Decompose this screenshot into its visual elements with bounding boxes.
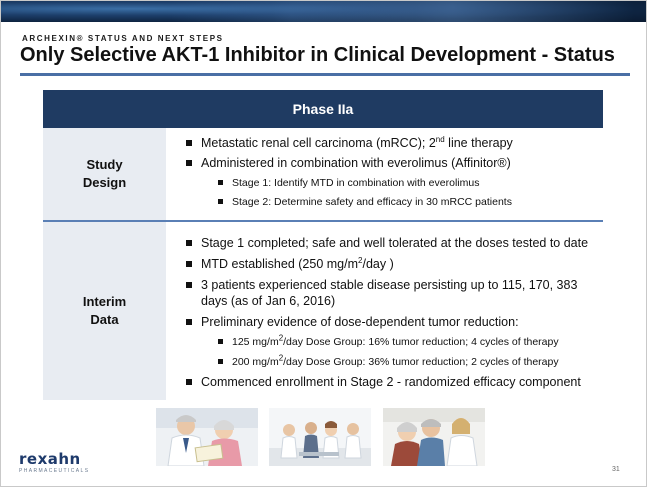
logo-wordmark: rexahn [19,450,81,468]
study-subbullet-stage2: Stage 2: Determine safety and efficacy in 30 mRCC patients [216,195,603,209]
interim-subbullet-125: 125 $mg/m^2$/day Dose Group: 16% tumor reduction; 4 cycles of therapy [216,335,603,349]
study-design-label-line1: Study [86,157,123,172]
study-design-row [43,128,603,220]
interim-bullet-tumor-reduction: Preliminary evidence of dose-dependent tumor reduction: [183,314,603,330]
interim-data-content [183,235,603,390]
interim-data-label-line1: Interim [82,294,127,309]
interim-bullet-stage1: Stage 1 completed; safe and well tolerated at the doses tested to date [183,235,603,251]
logo-tagline: PHARMACEUTICALS [19,468,90,474]
study-subbullet-stage1: Stage 1: Identify MTD in combination with everolimus [216,176,603,190]
doctor-patient-photo [156,408,258,466]
study-design-content [183,135,603,209]
study-design-label [43,128,166,220]
interim-bullet-stage2: Commenced enrollment in Stage 2 - randomized efficacy component [183,374,603,390]
phase-header: Phase IIa [43,90,603,128]
title-underline [20,73,630,76]
study-bullet-combination: Administered in combination with everolimus (Affinitor®) [183,155,603,171]
interim-data-label [43,222,166,400]
slide-title: Only Selective AKT-1 Inhibitor in Clinical Development - Status [20,44,615,66]
caregiver-seniors-photo [383,408,485,466]
header-banner [0,0,647,22]
company-logo [19,452,89,474]
page-number: 31 [612,466,620,473]
interim-data-row [43,222,603,400]
study-bullet-indication: Metastatic renal cell carcinoma (mRCC); 2nd line therapy [183,135,603,151]
interim-data-label-line2: Data [90,312,119,327]
section-subtitle: ARCHEXIN® STATUS AND NEXT STEPS [22,34,224,43]
medical-team-photo [269,408,371,466]
study-design-label-line2: Design [82,175,127,190]
interim-bullet-stable-disease: 3 patients experienced stable disease persisting up to 115, 170, 383 days (as of Jan 6, 2016) [183,277,603,309]
interim-bullet-mtd: MTD established (250 $mg/m^2$/day ) [183,256,603,272]
interim-subbullet-200: 200 $mg/m^2$/day Dose Group: 36% tumor reduction; 2 cycles of therapy [216,355,603,369]
